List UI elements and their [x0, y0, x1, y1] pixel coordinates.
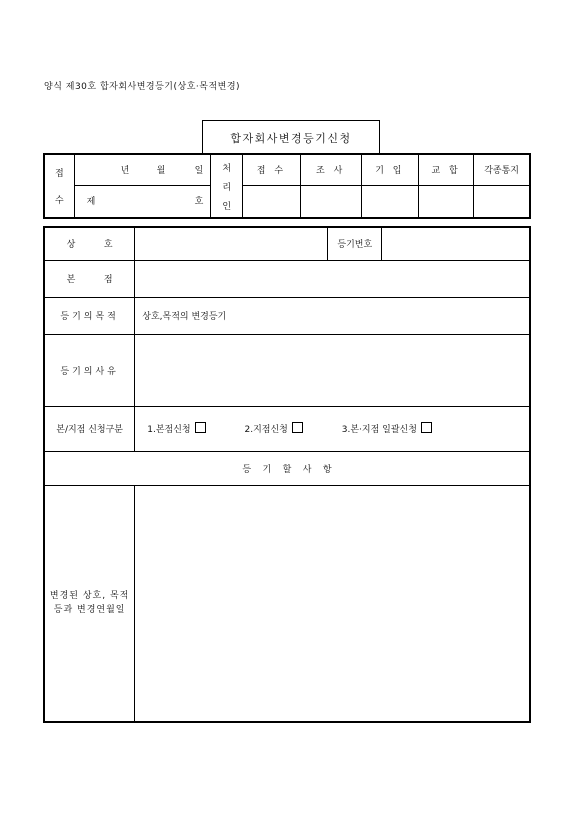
- changed-items-input[interactable]: [135, 485, 530, 722]
- form-title: 합자회사변경등기신청: [202, 120, 380, 154]
- handler-char-3: 인: [222, 201, 232, 212]
- head-office-input[interactable]: [135, 260, 530, 297]
- form-number-label: 양식 제30호 합자회사변경등기(상호·목적변경): [44, 82, 241, 92]
- option-branch[interactable]: [245, 425, 303, 435]
- reg-no-input[interactable]: [382, 227, 530, 260]
- checkbox-head-office[interactable]: [195, 422, 206, 433]
- checkbox-branch[interactable]: [292, 422, 303, 433]
- handler-cell: [211, 154, 243, 218]
- purpose-value[interactable]: 상호,목적의 변경등기: [135, 297, 530, 334]
- branch-type-label: 본/지점 신청구분: [44, 406, 135, 451]
- year-label: 년: [120, 165, 130, 176]
- purpose-label: 등기의목적: [44, 297, 135, 334]
- option-head-office-label: 1.본점신청: [147, 425, 191, 435]
- handler-char-2: 리: [222, 182, 232, 193]
- stage-receive: 접 수: [243, 154, 300, 185]
- number-cell[interactable]: [74, 185, 211, 218]
- trade-name-input[interactable]: [135, 227, 328, 260]
- checkbox-both[interactable]: [421, 422, 432, 433]
- reason-input[interactable]: [135, 334, 530, 406]
- date-cell[interactable]: [74, 154, 211, 185]
- reason-label: 등기의사유: [44, 334, 135, 406]
- stage-entry-stamp[interactable]: [361, 185, 418, 218]
- number-suffix: 호: [194, 197, 204, 208]
- receipt-table: [43, 153, 531, 219]
- stage-notice-stamp[interactable]: [474, 185, 530, 218]
- stage-receive-stamp[interactable]: [243, 185, 300, 218]
- option-both[interactable]: [342, 425, 432, 435]
- receipt-label-bottom: 수: [54, 196, 64, 206]
- stage-verify-stamp[interactable]: [419, 185, 474, 218]
- branch-type-options: [135, 406, 530, 451]
- number-prefix: 제: [86, 197, 96, 208]
- receipt-label-top: 접: [54, 169, 64, 179]
- handler-char-1: 처: [222, 163, 232, 174]
- application-table: [43, 226, 531, 723]
- stage-notice: 각종통지: [474, 154, 530, 185]
- option-branch-label: 2.지점신청: [244, 425, 288, 435]
- items-header: 등 기 할 사 항: [44, 451, 530, 485]
- day-label: 일: [194, 165, 204, 176]
- reg-no-label: 등기번호: [328, 227, 382, 260]
- stage-review: 조 사: [300, 154, 361, 185]
- option-both-label: 3.본·지점 일괄신청: [341, 425, 417, 435]
- head-office-label: 본 점: [44, 260, 135, 297]
- receipt-label-cell: [44, 154, 74, 218]
- changed-items-label: 변경된 상호, 목적 등과 변경연월일: [44, 485, 135, 722]
- stage-entry: 기 입: [361, 154, 418, 185]
- trade-name-label: 상 호: [44, 227, 135, 260]
- month-label: 월: [156, 165, 166, 176]
- option-head-office[interactable]: [147, 425, 205, 435]
- stage-verify: 교 합: [419, 154, 474, 185]
- stage-review-stamp[interactable]: [300, 185, 361, 218]
